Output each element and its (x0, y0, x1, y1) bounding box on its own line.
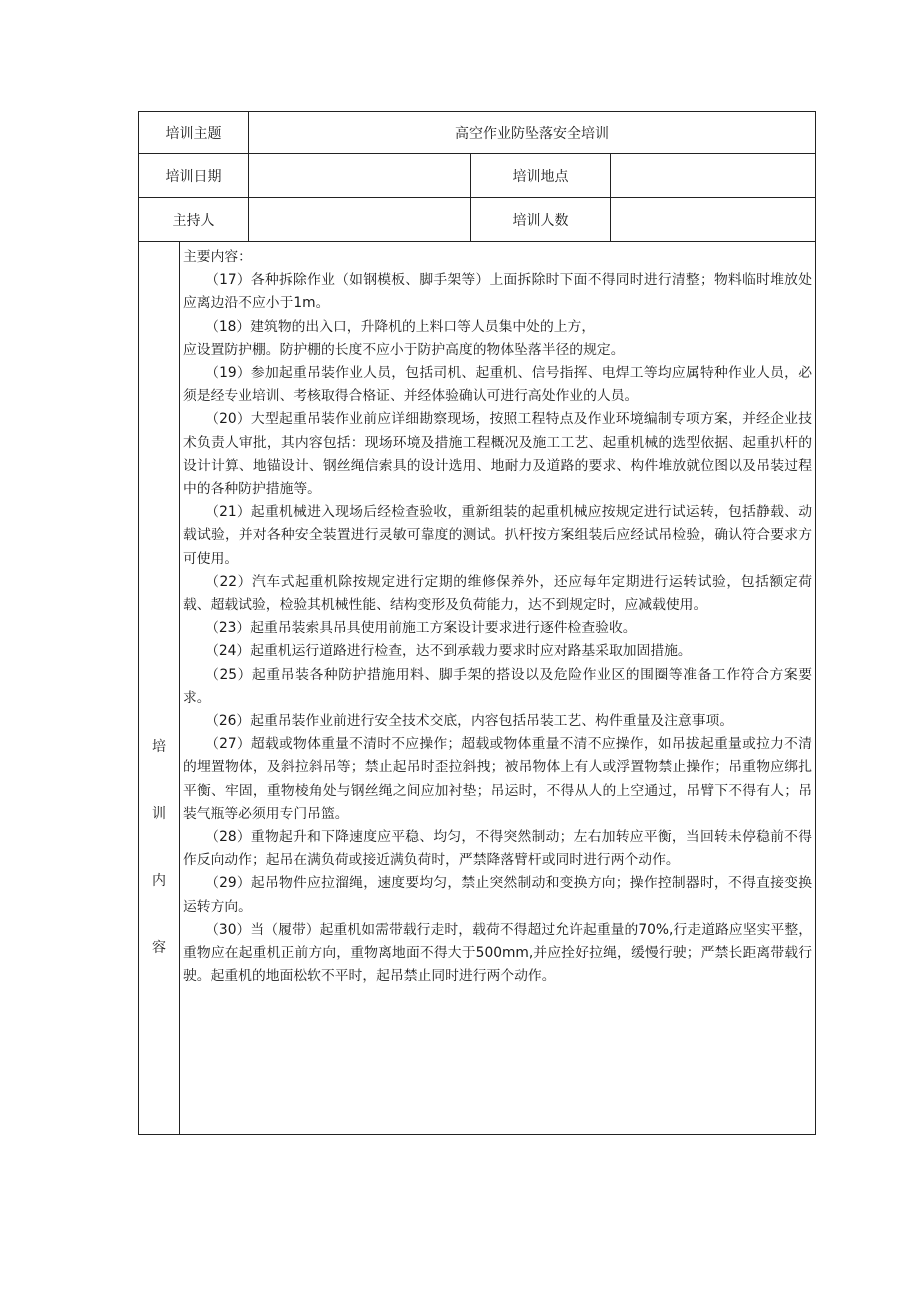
host-count-row (139, 198, 815, 242)
content-paragraph: （26）起重吊装作业前进行安全技术交底，内容包括吊装工艺、构件重量及注意事项。 (205, 713, 734, 730)
content-paragraph: 应设置防护棚。防护棚的长度不应小于防护高度的物体坠落半径的规定。 (183, 341, 625, 358)
content-paragraph: （29）起吊物件应拉溜绳，速度要均匀，禁止突然制动和变换方向；操作控制器时，不得直接变换运转方向。 (183, 875, 812, 915)
content-paragraph: （24）起重机运行道路进行检查，达不到承载力要求时应对路基采取加固措施。 (205, 643, 692, 660)
content-paragraph: （17）各种拆除作业（如钢模板、脚手架等）上面拆除时下面不得同时进行清整；物料临时堆放处应离边沿不应小于1m。 (183, 272, 812, 312)
content-paragraph: （19）参加起重吊装作业人员，包括司机、起重机、信号指挥、电焊工等均应属特种作业人员，必须是经专业培训、考核取得合格证、并经体验确认可进行高处作业的人员。 (183, 365, 812, 405)
date-value (249, 154, 471, 197)
content-paragraph: （25）起重吊装各种防护措施用料、脚手架的搭设以及危险作业区的围圈等准备工作符合方案要求。 (183, 666, 812, 706)
topic-label: 培训主题 (139, 112, 249, 153)
content-paragraph: （20）大型起重吊装作业前应详细勘察现场，按照工程特点及作业环境编制专项方案，并经企业技术负责人审批，其内容包括：现场环境及措施工程概况及施工工艺、起重机械的选型依据、起重扒杆的设计计算、地锚设计、钢丝绳信索具的设计选用、地耐力及道路的要求、构件堆放就位图以及吊装过程中的各种防护措施等。 (183, 411, 812, 498)
host-value (249, 198, 471, 241)
training-content (180, 242, 815, 1134)
side-char: 培 (152, 739, 166, 755)
count-label: 培训人数 (471, 198, 611, 241)
place-value (611, 154, 815, 197)
content-side-label (139, 720, 179, 1006)
content-paragraph: （18）建筑物的出入口，升降机的上料口等人员集中处的上方， (205, 318, 596, 335)
side-char: 内 (152, 873, 166, 889)
content-paragraph: （22）汽车式起重机除按规定进行定期的维修保养外，还应每年定期进行运转试验，包括额定荷载、超载试验，检验其机械性能、结构变形及负荷能力，达不到规定时，应减载使用。 (183, 573, 812, 614)
content-paragraph: （23）起重吊装索具吊具使用前施工方案设计要求进行逐件检查验收。 (205, 620, 637, 637)
count-value (611, 198, 815, 241)
content-paragraph: （28）重物起升和下降速度应平稳、均匀，不得突然制动；左右加转应平衡，当回转未停稳前不得作反向动作；起吊在满负荷或接近满负荷时，严禁降落臂杆或同时进行两个动作。 (183, 829, 812, 869)
topic-value: 高空作业防坠落安全培训 (455, 125, 609, 142)
content-side-column (139, 242, 180, 1134)
side-char: 训 (152, 806, 166, 822)
content-heading: 主要内容： (183, 249, 252, 265)
date-label: 培训日期 (139, 154, 249, 197)
content-paragraph: （21）起重机械进入现场后经检查验收，重新组装的起重机械应按规定进行试运转，包括静载、动载试验，并对各种安全装置进行灵敏可靠度的测试。扒杆按方案组装后应经试吊检验，确认符合要求方可使用。 (183, 504, 812, 567)
side-char: 容 (152, 940, 166, 956)
date-place-row (139, 154, 815, 198)
host-label: 主持人 (139, 198, 249, 241)
content-paragraph: （30）当（履带）起重机如需带载行走时，载荷不得超过允许起重量的70%,行走道路应坚实平整，重物应在起重机正前方向，重物离地面不得大于500mm,并应拴好拉绳，缓慢行驶；严禁长距离带载行驶。起重机的地面松软不平时，起吊禁止同时进行两个动作。 (183, 921, 812, 985)
topic-row (139, 112, 815, 154)
training-record-table (138, 111, 816, 1135)
content-paragraph: （27）超载或物体重量不清时不应操作；超载或物体重量不清不应操作，如吊拔起重量或拉力不清的埋置物体，及斜拉斜吊等；禁止起吊时歪拉斜拽；被吊物体上有人或浮置物禁止操作；吊重物应绑扎平衡、牢固，重物棱角处与钢丝绳之间应加衬垫；吊运时，不得从人的上空通过，吊臂下不得有人；吊装气瓶等必须用专门吊篮。 (183, 736, 812, 822)
place-label: 培训地点 (471, 154, 611, 197)
